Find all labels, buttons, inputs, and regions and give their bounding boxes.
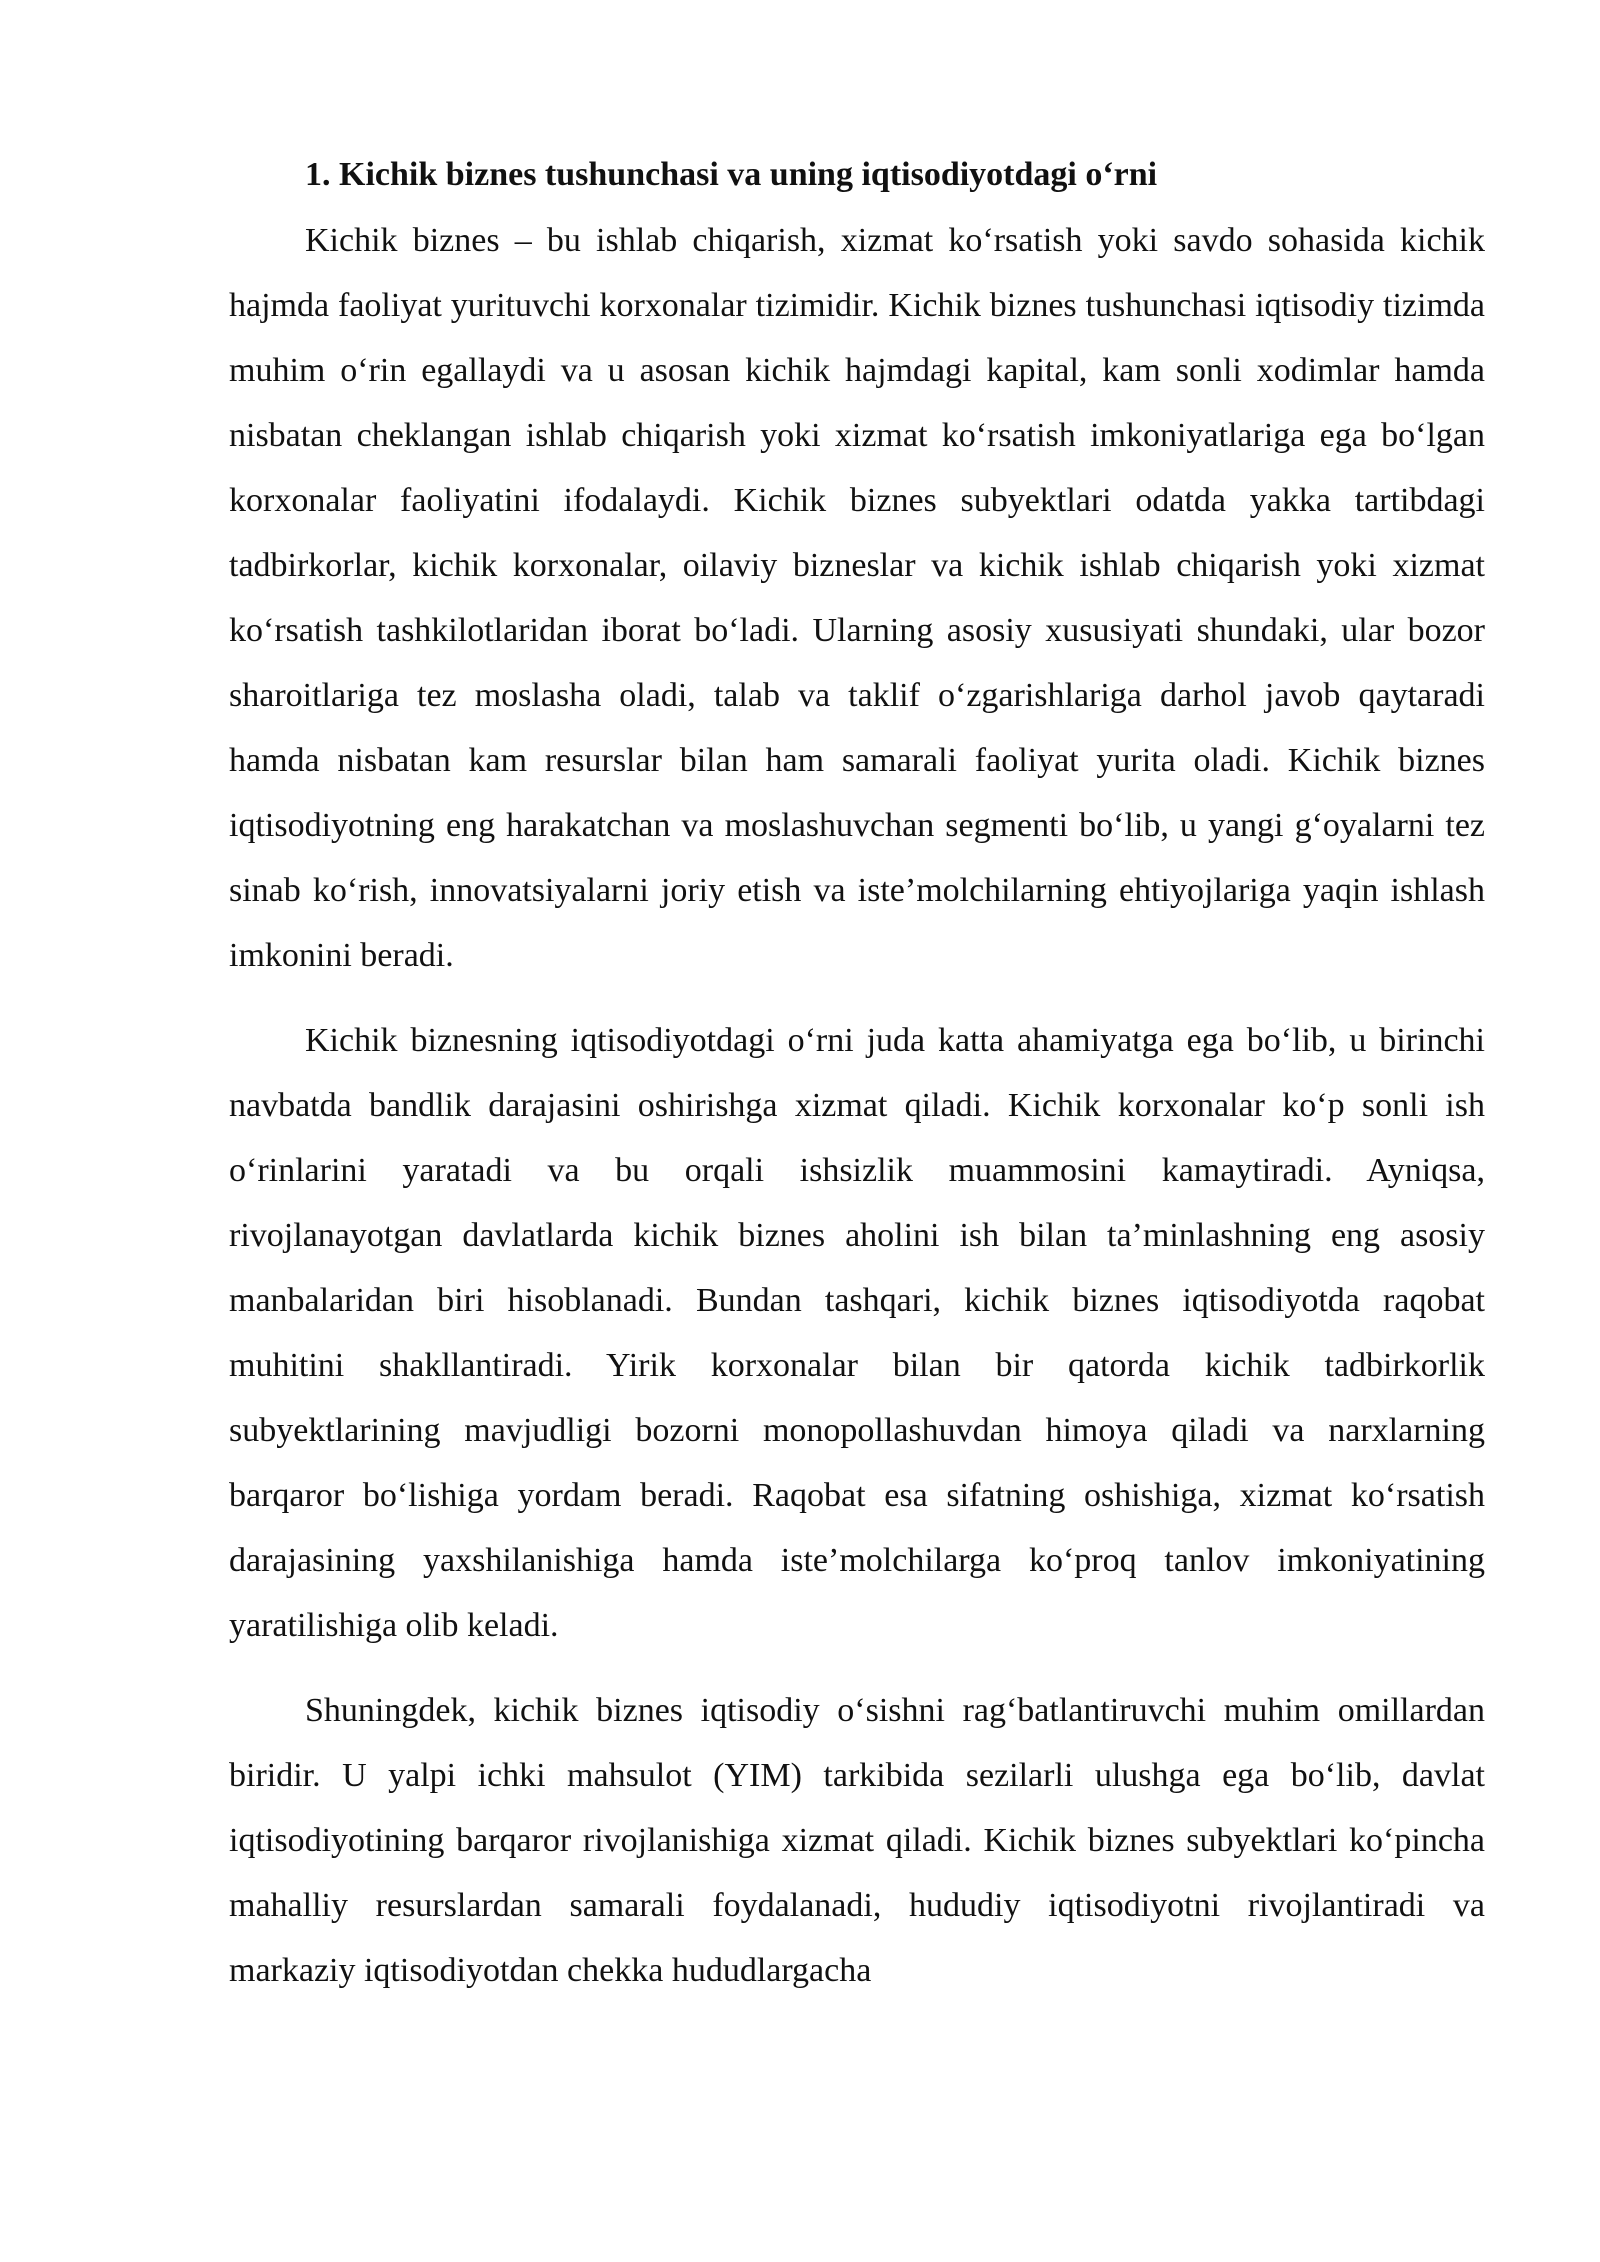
paragraph-3: Shuningdek, kichik biznes iqtisodiy o‘sishni rag‘batlantiruvchi muhim omillardan biridir. U yalpi ichki mahsulot (YIM) tarkibida sezilarli ulushga ega bo‘lib, davlat iqtisodiyotining barqaror rivojlanishiga xizmat qiladi. Kichik biznes subyektlari ko‘pincha mahalliy resurslardan samarali foydalanadi, hududiy iqtisodiyotni rivojlantiradi va markaziy iqtisodiyotdan chekka hududlargacha bbox=[229, 1692, 1485, 1989]
paragraph-1: Kichik biznes – bu ishlab chiqarish, xizmat ko‘rsatish yoki savdo sohasida kichik hajmda faoliyat yurituvchi korxonalar tizimidir. Kichik biznes tushunchasi iqtisodiy tizimda muhim o‘rin egallaydi va u asosan kichik hajmdagi kapital, kam sonli xodimlar hamda nisbatan cheklangan ishlab chiqarish yoki xizmat ko‘rsatish imkoniyatlariga ega bo‘lgan korxonalar faoliyatini ifodalaydi. Kichik biznes subyektlari odatda yakka tartibdagi tadbirkorlar, kichik korxonalar, oilaviy bizneslar va kichik ishlab chiqarish yoki xizmat ko‘rsatish tashkilotlaridan iborat bo‘ladi. Ularning asosiy xususiyati shundaki, ular bozor sharoitlariga tez moslasha oladi, talab va taklif o‘zgarishlariga darhol javob qaytaradi hamda nisbatan kam resurslar bilan ham samarali faoliyat yurita oladi. Kichik biznes iqtisodiyotning eng harakatchan va moslashuvchan segmenti bo‘lib, u yangi g‘oyalarni tez sinab ko‘rish, innovatsiyalarni joriy etish va iste’molchilarning ehtiyojlariga yaqin ishlash imkonini beradi. bbox=[229, 222, 1485, 974]
paragraph-2: Kichik biznesning iqtisodiyotdagi o‘rni juda katta ahamiyatga ega bo‘lib, u birinchi navbatda bandlik darajasini oshirishga xizmat qiladi. Kichik korxonalar ko‘p sonli ish o‘rinlarini yaratadi va bu orqali ishsizlik muammosini kamaytiradi. Ayniqsa, rivojlanayotgan davlatlarda kichik biznes aholini ish bilan ta’minlashning eng asosiy manbalaridan biri hisoblanadi. Bundan tashqari, kichik biznes iqtisodiyotda raqobat muhitini shakllantiradi. Yirik korxonalar bilan bir qatorda kichik tadbirkorlik subyektlarining mavjudligi bozorni monopollashuvdan himoya qiladi va narxlarning barqaror bo‘lishiga yordam beradi. Raqobat esa sifatning oshishiga, xizmat ko‘rsatish darajasining yaxshilanishiga hamda iste’molchilarga ko‘proq tanlov imkoniyatining yaratilishiga olib keladi. bbox=[229, 1022, 1485, 1644]
section-heading: 1. Kichik biznes tushunchasi va uning iqtisodiyotdagi o‘rni bbox=[305, 156, 1158, 193]
document-body bbox=[229, 150, 1485, 2023]
